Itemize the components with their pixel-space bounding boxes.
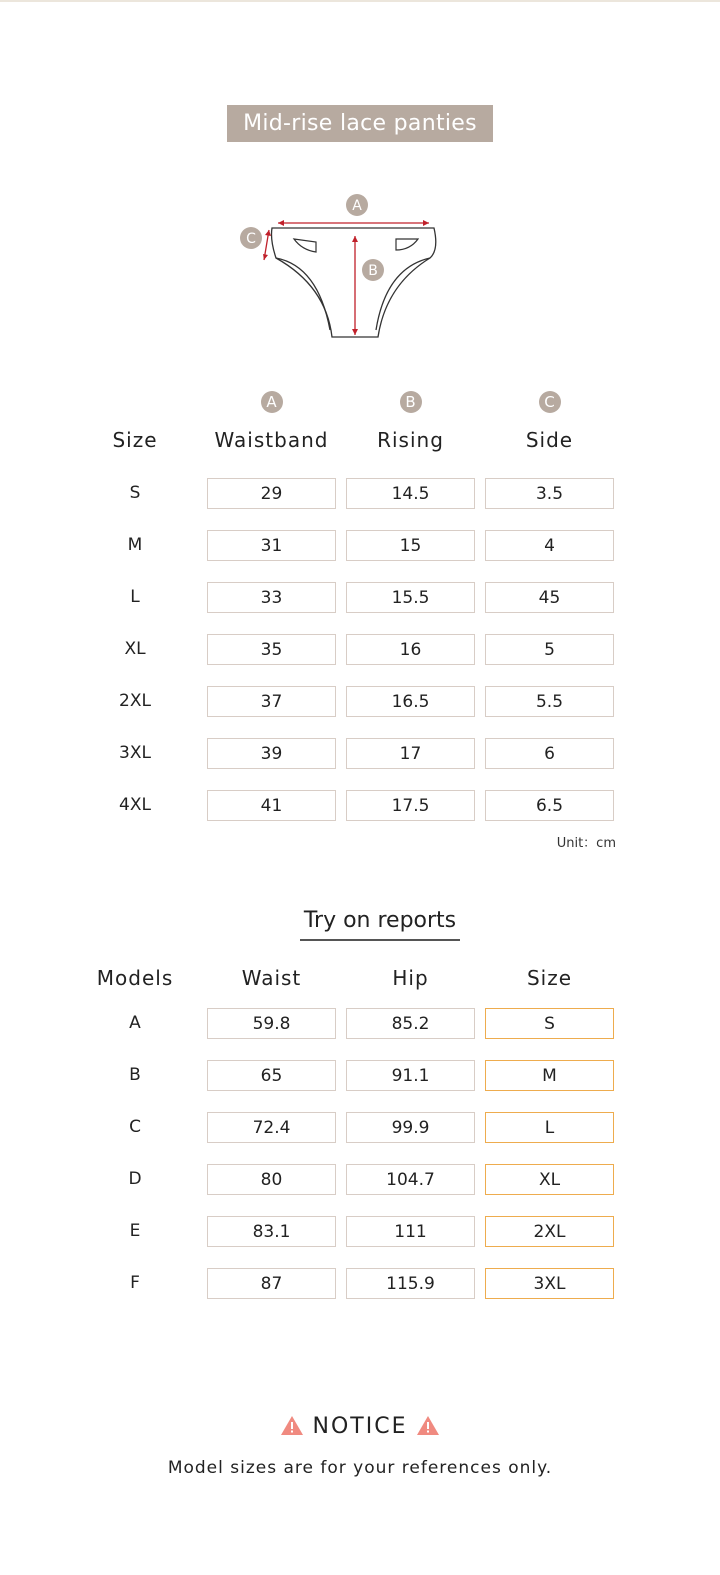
tryon-cell-hip: 91.1 [346,1060,475,1091]
size-label: 3XL [119,743,151,763]
size-cell-side: 5.5 [485,686,614,717]
warning-icon [280,1415,304,1442]
column-marker-side: C [539,391,561,413]
tryon-header: Waist [241,966,302,990]
column-header-rising: Rising [377,428,444,452]
notice-text: Model sizes are for your references only. [167,1458,553,1478]
size-cell-waistband: 39 [207,738,336,769]
tryon-cell-waist: 80 [207,1164,336,1195]
size-cell-side: 5 [485,634,614,665]
size-cell-rising: 15.5 [346,582,475,613]
try-on-title: Try on reports [300,908,460,941]
size-cell-side: 45 [485,582,614,613]
tryon-cell-waist: 83.1 [207,1216,336,1247]
top-divider [0,0,720,2]
size-cell-waistband: 41 [207,790,336,821]
size-cell-waistband: 31 [207,530,336,561]
size-cell-rising: 14.5 [346,478,475,509]
model-label: F [130,1273,140,1293]
column-header-side: Side [525,428,574,452]
tryon-cell-waist: 65 [207,1060,336,1091]
tryon-cell-waist: 72.4 [207,1112,336,1143]
tryon-cell-size: 3XL [485,1268,614,1299]
tryon-cell-size: M [485,1060,614,1091]
column-marker-waistband: A [261,391,283,413]
size-cell-rising: 17 [346,738,475,769]
model-label: D [128,1169,142,1189]
size-label: L [130,587,140,607]
tryon-cell-hip: 115.9 [346,1268,475,1299]
tryon-cell-waist: 87 [207,1268,336,1299]
size-label: 2XL [119,691,151,711]
tryon-cell-hip: 111 [346,1216,475,1247]
tryon-cell-hip: 85.2 [346,1008,475,1039]
size-cell-waistband: 33 [207,582,336,613]
diagram-label-a: A [352,198,362,214]
size-label: XL [124,639,146,659]
size-cell-waistband: 29 [207,478,336,509]
tryon-cell-hip: 99.9 [346,1112,475,1143]
size-cell-side: 3.5 [485,478,614,509]
tryon-cell-size: 2XL [485,1216,614,1247]
column-header-size: Size [112,428,158,452]
tryon-header: Hip [392,966,429,990]
model-label: C [129,1117,141,1137]
tryon-cell-hip: 104.7 [346,1164,475,1195]
diagram-label-b: B [368,263,378,279]
model-label: E [129,1221,141,1241]
size-cell-side: 6.5 [485,790,614,821]
size-cell-waistband: 35 [207,634,336,665]
column-marker-rising: B [400,391,422,413]
diagram-label-c: C [246,231,256,247]
model-label: B [129,1065,141,1085]
tryon-cell-size: XL [485,1164,614,1195]
tryon-header: Size [526,966,573,990]
garment-diagram [236,190,446,354]
size-cell-rising: 17.5 [346,790,475,821]
size-cell-rising: 16 [346,634,475,665]
size-cell-side: 6 [485,738,614,769]
size-cell-waistband: 37 [207,686,336,717]
size-cell-rising: 16.5 [346,686,475,717]
product-title: Mid-rise lace panties [227,105,493,142]
tryon-header: Models [96,966,174,990]
notice-heading [0,1414,720,1442]
size-label: S [129,483,141,503]
unit-label: Unit：cm [556,836,616,851]
warning-icon [416,1415,440,1442]
tryon-cell-waist: 59.8 [207,1008,336,1039]
garment-outline [272,228,436,337]
model-label: A [129,1013,141,1033]
size-label: M [127,535,143,555]
tryon-cell-size: L [485,1112,614,1143]
notice-title: NOTICE [312,1414,408,1439]
column-header-waistband: Waistband [214,428,329,452]
size-cell-rising: 15 [346,530,475,561]
tryon-cell-size: S [485,1008,614,1039]
size-cell-side: 4 [485,530,614,561]
size-label: 4XL [119,795,151,815]
